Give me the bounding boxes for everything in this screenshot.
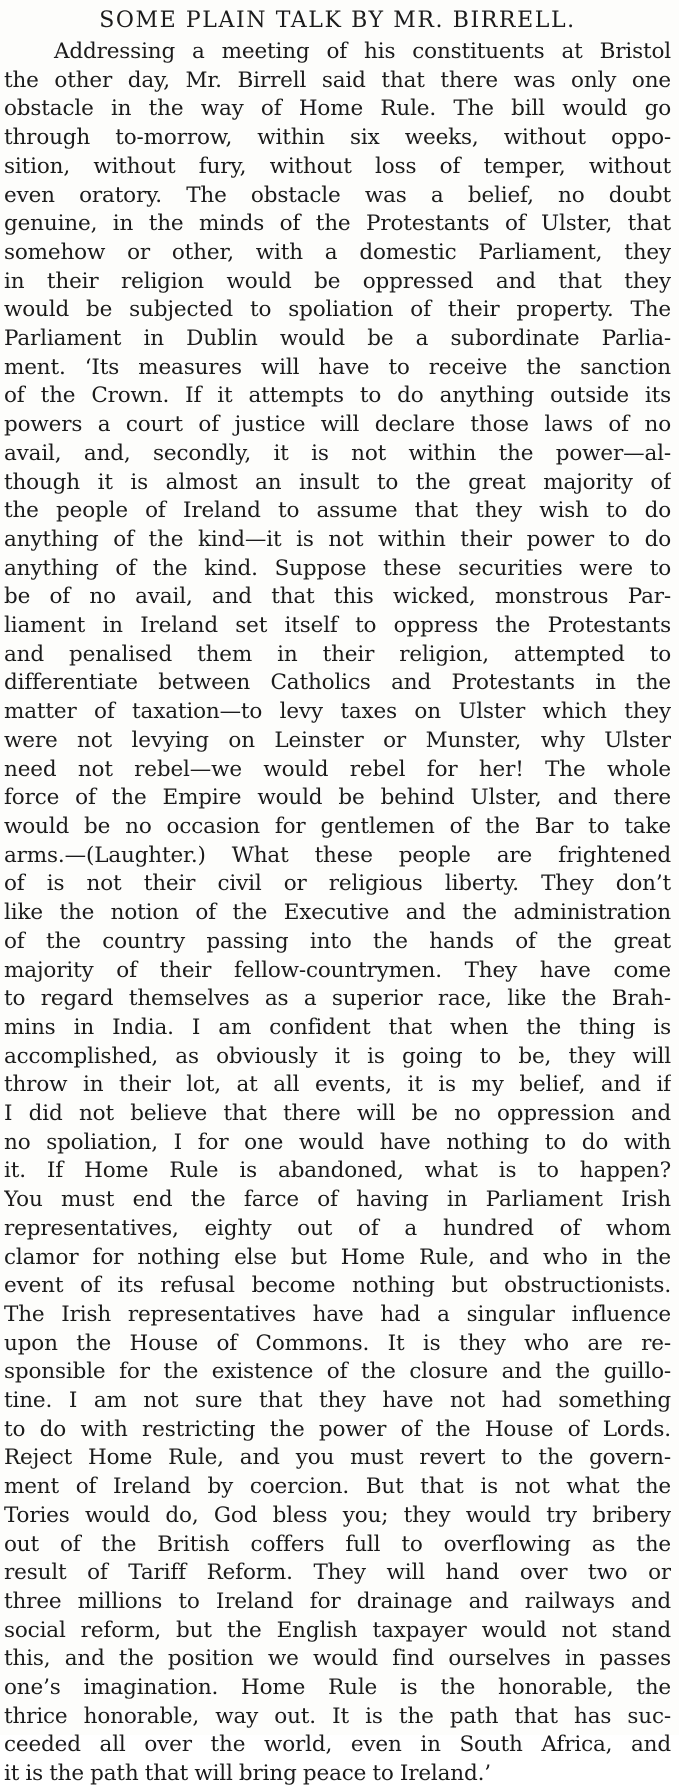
article-line: representatives, eighty out of a hundred of whom [4,1215,671,1241]
article-line: though it is almost an insult to the great majority of [4,469,671,495]
article-line: to do with restricting the power of the House of Lords. [4,1416,671,1442]
article-line: upon the House of Commons. It is they who are re- [4,1330,671,1356]
article-line: out of the British coffers full to overflowing as the [4,1531,671,1557]
article-line: it is the path that will bring peace to Ireland.’ [4,1761,491,1787]
article-line: even oratory. The obstacle was a belief, no doubt [4,182,671,208]
article-line: the people of Ireland to assume that they wish to do [4,498,671,524]
article-line: result of Tariff Reform. They will hand over two or [4,1560,671,1586]
article-line: You must end the farce of having in Parliament Irish [4,1187,671,1213]
article-headline: SOME PLAIN TALK BY MR. BIRRELL. [99,8,576,33]
article-line: three millions to Ireland for drainage and railways and [4,1588,671,1614]
article-line: Reject Home Rule, and you must revert to the govern- [4,1445,671,1471]
article-line: throw in their lot, at all events, it is my belief, and if [4,1072,671,1098]
article-line: like the notion of the Executive and the administration [4,900,671,926]
article-line: genuine, in the minds of the Protestants of Ulster, that [4,211,671,237]
article-line: anything of the kind—it is not within their power to do [4,526,671,552]
article-line: through to-morrow, within six weeks, without oppo- [4,125,671,151]
article-line: clamor for nothing else but Home Rule, and who in the [4,1244,671,1270]
article-line: accomplished, as obviously it is going to be, they will [4,1043,671,1069]
article-line: and penalised them in their religion, attempted to [4,641,671,667]
article-line: need not rebel—we would rebel for her! The whole [4,756,671,782]
article-line: thrice honorable, way out. It is the path that has suc- [4,1703,671,1729]
article-line: the other day, Mr. Birrell said that there was only one [4,67,671,93]
article-line: in their religion would be oppressed and that they [4,268,671,294]
article-line: it. If Home Rule is abandoned, what is to happen? [4,1158,671,1184]
article-line: force of the Empire would be behind Ulster, and there [4,785,671,811]
article-line: this, and the position we would find ourselves in passes [4,1646,671,1672]
article-line: of the country passing into the hands of the great [4,928,671,954]
article-line: to regard themselves as a superior race, like the Brah- [4,986,671,1012]
article-line: tine. I am not sure that they have not had something [4,1388,671,1414]
article-line: ment of Ireland by coercion. But that is not what the [4,1474,671,1500]
article-line: one’s imagination. Home Rule is the honorable, the [4,1675,671,1701]
article-line: be of no avail, and that this wicked, monstrous Par- [4,584,671,610]
article-line: no spoliation, I for one would have nothing to do with [4,1129,671,1155]
article-line: mins in India. I am confident that when the thing is [4,1014,671,1040]
article-line: arms.—(Laughter.) What these people are frightened [4,842,671,868]
article-line: matter of taxation—to levy taxes on Ulster which they [4,699,671,725]
article-line: I did not believe that there will be no oppression and [4,1101,671,1127]
article-line: of the Crown. If it attempts to do anything outside its [4,383,671,409]
article-body [4,38,671,1789]
article-line: ceeded all over the world, even in South Africa, and [4,1732,671,1758]
article-line: were not levying on Leinster or Munster, why Ulster [4,727,671,753]
article-line: would be no occasion for gentlemen of the Bar to take [4,813,671,839]
article-line: Parliament in Dublin would be a subordinate Parlia- [4,326,671,352]
article-line: would be subjected to spoliation of their property. The [4,297,671,323]
article-line: Tories would do, God bless you; they would try bribery [4,1502,671,1528]
article-line: avail, and, secondly, it is not within the power—al- [4,440,671,466]
article-line: The Irish representatives have had a singular influence [4,1301,671,1327]
article [4,6,671,1789]
article-line: majority of their fellow-countrymen. They have come [4,957,671,983]
article-line: liament in Ireland set itself to oppress the Protestants [4,613,671,639]
article-line: of is not their civil or religious liberty. They don’t [4,871,671,897]
article-line: anything of the kind. Suppose these securities were to [4,555,671,581]
article-line: social reform, but the English taxpayer would not stand [4,1617,671,1643]
article-line: somehow or other, with a domestic Parliament, they [4,239,671,265]
article-line: event of its refusal become nothing but obstructionists. [4,1273,671,1299]
article-line: Addressing a meeting of his constituents at Bristol [54,39,671,64]
article-line: ment. ‘Its measures will have to receive the sanction [4,354,671,380]
article-line: sition, without fury, without loss of temper, without [4,153,671,179]
article-line: differentiate between Catholics and Protestants in the [4,670,671,696]
article-line: sponsible for the existence of the closure and the guillo- [4,1359,671,1385]
article-line: powers a court of justice will declare those laws of no [4,412,671,438]
article-line: obstacle in the way of Home Rule. The bill would go [4,96,671,122]
